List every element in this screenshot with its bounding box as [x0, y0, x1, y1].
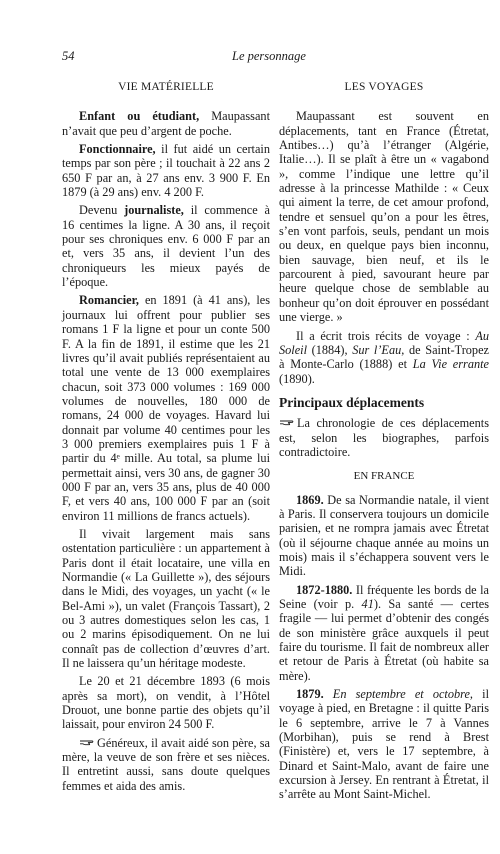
entry-1872-1880: 1872-1880. Il fréquente les bords de la Seine (voir p. 41). Sa santé — certes fragile — lui permet d’obtenir des congés de son ministère grâce auxquels il peut faire du tourisme. Il fait de nombreux aller et retour de Paris à Étretat (où habite sa mère).	[279, 582, 490, 683]
chronology-note: La chronologie de ces déplacements est, selon les biographes, parfois contradictoire.	[279, 416, 489, 459]
subheading-en-france: EN FRANCE	[353, 470, 415, 483]
entry-1879: 1879. En septembre et octobre, il voyage à pied, en Bretagne : il quitte Paris le 6 septembre, arrive le 7 à Vannes (Morbihan), puis se rend à Brest (Finistère) et, vers le 17 septembre, à Dinard et Saint-Malo, avant de faire une excursion à Jersey. En rentrant à Étretat, il s’arrête au Mont Saint-Michel.	[279, 687, 489, 802]
page-reference: 41	[361, 597, 374, 611]
right-column	[279, 80, 489, 806]
paragraph-civil-servant: Fonctionnaire, il fut aidé un certain temps par son père ; il touchait à 22 ans 2 650 F par an, à 27 ans env. 3 900 F. En 1879 (à 29 ans) env. 4 200 F.	[62, 142, 270, 200]
lead-term: Romancier,	[79, 293, 139, 308]
right-column-heading: LES VOYAGES	[344, 81, 424, 93]
book-title: Sur l’Eau	[352, 342, 402, 357]
entry-1869: 1869. De sa Normandie natale, il vient à Paris. Il conservera toujours un domicile parisien, et ne rompra jamais avec Étretat (où il séjourne chaque année au moins un mois) mais il s’échappera souvent vers le Midi.	[279, 492, 489, 579]
paragraph-child-student: Enfant ou étudiant, Maupassant n’avait que peu d’argent de poche.	[62, 109, 270, 138]
pointing-hand-icon	[79, 739, 94, 747]
section-title: Principaux déplacements	[279, 394, 425, 410]
entry-year: 1872-1880.	[296, 582, 353, 597]
paragraph-vagabond: Maupassant est souvent en déplacements, tant en France (Étretat, Antibes…) qu’à l’étranger (Algérie, Italie…). Il se plaît à être un « vagabond », comme l’indique une lettre qu’il adresse à la princesse Mathilde : « Ceux qui aiment la terre, de cet amour profond, tendre et sensuel qu’on a pour les êtres, s’en vont parfois, seuls, pendant un mois ou deux, en quelque pays bien inconnu, bien sauvage, bien neuf, et ils le parcourent à pied, savourant heure par heure quelque chose de semblable au bonheur qu’on doit éprouver en possédant une vierge. »	[279, 109, 489, 325]
lead-term: Enfant ou étudiant,	[79, 109, 200, 124]
running-head: Le personnage	[232, 49, 306, 63]
page-number: 54	[62, 49, 75, 63]
paragraph-journalist: Devenu journaliste, il commence à 16 centimes la ligne. A 30 ans, il reçoit pour ses chroniques env. 6 000 F par an et, vers 35 ans, il devient l’un des chroniqueurs les mieux payés de l’époque.	[62, 203, 270, 290]
lead-term: journaliste,	[124, 203, 184, 218]
paragraph-auction: Le 20 et 21 décembre 1893 (6 mois après sa mort), on vendit, à l’Hôtel Drouot, une bonne partie des objets qu’il laissait, pour environ 24 500 F.	[62, 674, 270, 732]
entry-year: 1879.	[296, 687, 324, 702]
book-title: Au Soleil	[279, 328, 489, 357]
book-title: La Vie errante	[412, 357, 490, 372]
paragraph-lifestyle: Il vivait largement mais sans ostentation particulière : un appartement à Paris dont il était locataire, une villa en Normandie (« La Guillette »), des séjours dans le Midi, des voyages, un yacht (« le Bel-Ami »), un valet (François Tassart), 2 ou 3 autres domestiques selon les cas, 1 ou 2 marins épisodiquement. On ne lui connaît pas de collection d’œuvres d’art. Il ne laissera qu’un héritage modeste.	[62, 526, 270, 671]
left-column	[62, 80, 270, 797]
pointing-hand-icon	[279, 419, 294, 427]
left-column-heading: VIE MATÉRIELLE	[118, 81, 214, 93]
paragraph-generosity: Généreux, il avait aidé son père, sa mère, la veuve de son frère et ses nièces. Il entretint aussi, sans doute quelques femmes et aida des amis.	[62, 735, 270, 793]
paragraph-novelist: Romancier, en 1891 (à 41 ans), les journaux lui offrent pour publier ses romans 1 F la ligne et pour un conte 500 F. A la fin de 1891, il estime que les 21 livres qu’il avait publiés représentaient au total une vente de 13 000 exemplaires chacun, soit 373 000 volumes : 169 000 volumes de nouvelles, 180 000 de romans, 24 000 de voyages. Havard lui donnait par volume 40 centimes pour les 3 000 premiers exemplaires puis 1 F à partir du 4ᵉ mille. Au total, sa plume lui permettait ainsi, vers 30 ans, de gagner 30 000 F par an, vers 35 ans, plus de 40 000 F, et vers 40 ans, 100 000 F par an (soit environ 11 millions de francs actuels).	[62, 293, 270, 523]
lead-term: Fonctionnaire,	[79, 142, 156, 157]
entry-year: 1869.	[296, 492, 324, 507]
paragraph-travel-books: Il a écrit trois récits de voyage : Au Soleil (1884), Sur l’Eau, de Saint-Tropez à Monte-Carlo (1888) et La Vie errante (1890).	[279, 328, 490, 386]
